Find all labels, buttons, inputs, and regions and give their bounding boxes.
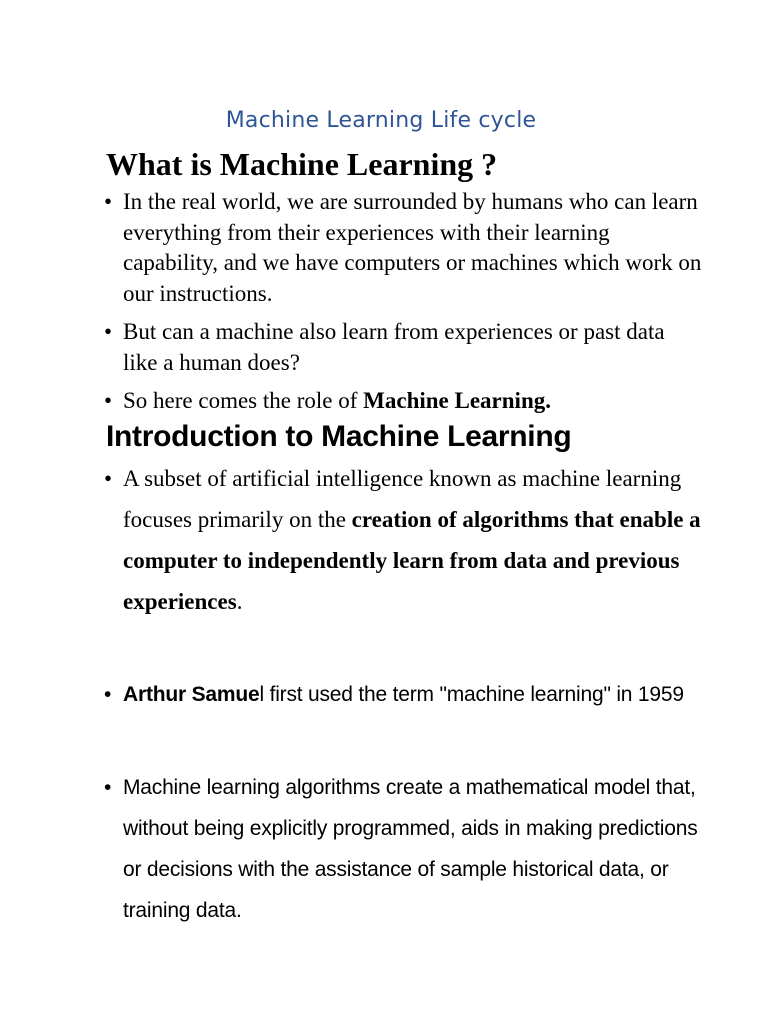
bullet-icon: • xyxy=(104,466,113,491)
list-item-text: Machine learning algorithms create a mathematical model that, without being explicitly programmed, aids in making predictions or decisions with the assistance of sample historical data, or training data. xyxy=(123,776,698,922)
list-item-text: l first used the term "machine learning" in 1959 xyxy=(259,683,684,706)
bullet-icon: • xyxy=(104,388,113,413)
list-item-bold-text: Arthur Samue xyxy=(123,683,260,706)
bullet-list-intro-subset xyxy=(104,458,704,622)
list-item-text: In the real world, we are surrounded by humans who can learn everything from their experiences with their learning capability, and we have computers or machines which work on our instructions. xyxy=(123,189,702,306)
list-item-text: But can a machine also learn from experiences or past data like a human does? xyxy=(123,319,665,375)
list-item xyxy=(104,187,704,309)
bullet-list-intro-samuel xyxy=(104,679,704,737)
list-item-text: A subset of artificial intelligence known as machine learning focuses primarily on the xyxy=(123,466,682,532)
list-item-text: So here comes the role of xyxy=(123,388,364,413)
list-item-bold-text: creation of algorithms that enable a computer to independently learn from data and previous experiences xyxy=(123,507,701,614)
list-item xyxy=(104,317,704,378)
bullet-icon: • xyxy=(104,776,112,799)
list-item xyxy=(104,386,704,417)
heading-introduction: Introduction to Machine Learning xyxy=(106,420,572,453)
heading-what-is-ml: What is Machine Learning ? xyxy=(106,146,498,182)
list-item xyxy=(104,767,704,931)
list-item-text-suffix: . xyxy=(236,589,243,614)
bullet-list-intro-algorithms xyxy=(104,767,704,931)
bullet-icon: • xyxy=(104,319,113,344)
bullet-list-what-is-ml xyxy=(104,187,704,425)
list-item xyxy=(104,458,704,622)
list-item xyxy=(104,679,704,712)
document-title: Machine Learning Life cycle xyxy=(225,108,537,133)
bullet-icon: • xyxy=(104,189,113,214)
list-item-bold-text: Machine Learning. xyxy=(363,388,551,413)
bullet-icon: • xyxy=(104,683,112,706)
